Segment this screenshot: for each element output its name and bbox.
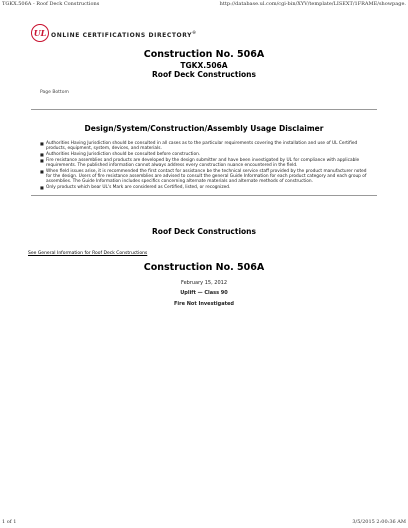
- print-timestamp: 3/5/2015 2:00:36 AM: [352, 519, 406, 525]
- disclaimer-title: Design/System/Construction/Assembly Usage Disclaimer: [84, 124, 324, 133]
- ul-logo-icon: [31, 24, 49, 42]
- construction-date: February 15, 2012: [180, 280, 227, 286]
- page-code: TGKX.506A: [180, 61, 228, 70]
- browser-header-title: TGKX.506A - Roof Deck Constructions: [2, 1, 100, 7]
- page-count: 1 of 1: [2, 519, 17, 525]
- list-item: ■ Fire resistance assemblies and products are developed by the design submitter and have been investigated by UL for compliance with applicable requirements. The published information cannot always address every construction nuance encountered in the field.: [40, 158, 373, 168]
- section-heading: Roof Deck Constructions: [152, 227, 256, 236]
- page-category: Roof Deck Constructions: [152, 70, 256, 79]
- page-title: Construction No. 506A: [143, 49, 265, 60]
- list-item: ■ Authorities Having Jurisdiction should be consulted before construction.: [40, 152, 373, 157]
- divider-bottom: [31, 195, 377, 196]
- ul-logo-mark: UL: [33, 28, 47, 38]
- list-item: ■ When field issues arise, it is recommended the first contact for assistance be the technical service staff provided by the product manufacturer noted for the design. Users of fire resistance assemblies are advised to consult the general Guide Information for each product category and each group of assemblies. The Guide Information includes specifics concerning alternate materials and alternate methods of construction.: [40, 169, 373, 185]
- general-info-link[interactable]: See General Information for Roof Deck Constructions: [28, 251, 148, 256]
- brand-trademark: ®: [192, 30, 197, 35]
- ul-logo[interactable]: [31, 24, 49, 42]
- page-bottom-link[interactable]: Page Bottom: [40, 90, 69, 95]
- fire-status: Fire Not Investigated: [174, 301, 234, 307]
- construction-number: Construction No. 506A: [143, 262, 265, 273]
- divider-top: [31, 109, 377, 110]
- browser-header-url: http://database.ul.com/cgi-bin/XYV/template/LISEXT/1FRAME/showpage.: [219, 1, 406, 7]
- list-item: ■ Only products which bear UL's Mark are considered as Certified, listed, or recognized.: [40, 185, 373, 190]
- brand-text: ONLINE CERTIFICATIONS DIRECTORY: [51, 32, 193, 39]
- list-item: ■ Authorities Having Jurisdiction should be consulted in all cases as to the particular requirements covering the installation and use of UL Certified products, equipment, system, devices, and materials.: [40, 141, 373, 151]
- disclaimer-list: [40, 141, 373, 191]
- brand-name: [51, 30, 197, 39]
- uplift-class: Uplift — Class 90: [180, 290, 228, 296]
